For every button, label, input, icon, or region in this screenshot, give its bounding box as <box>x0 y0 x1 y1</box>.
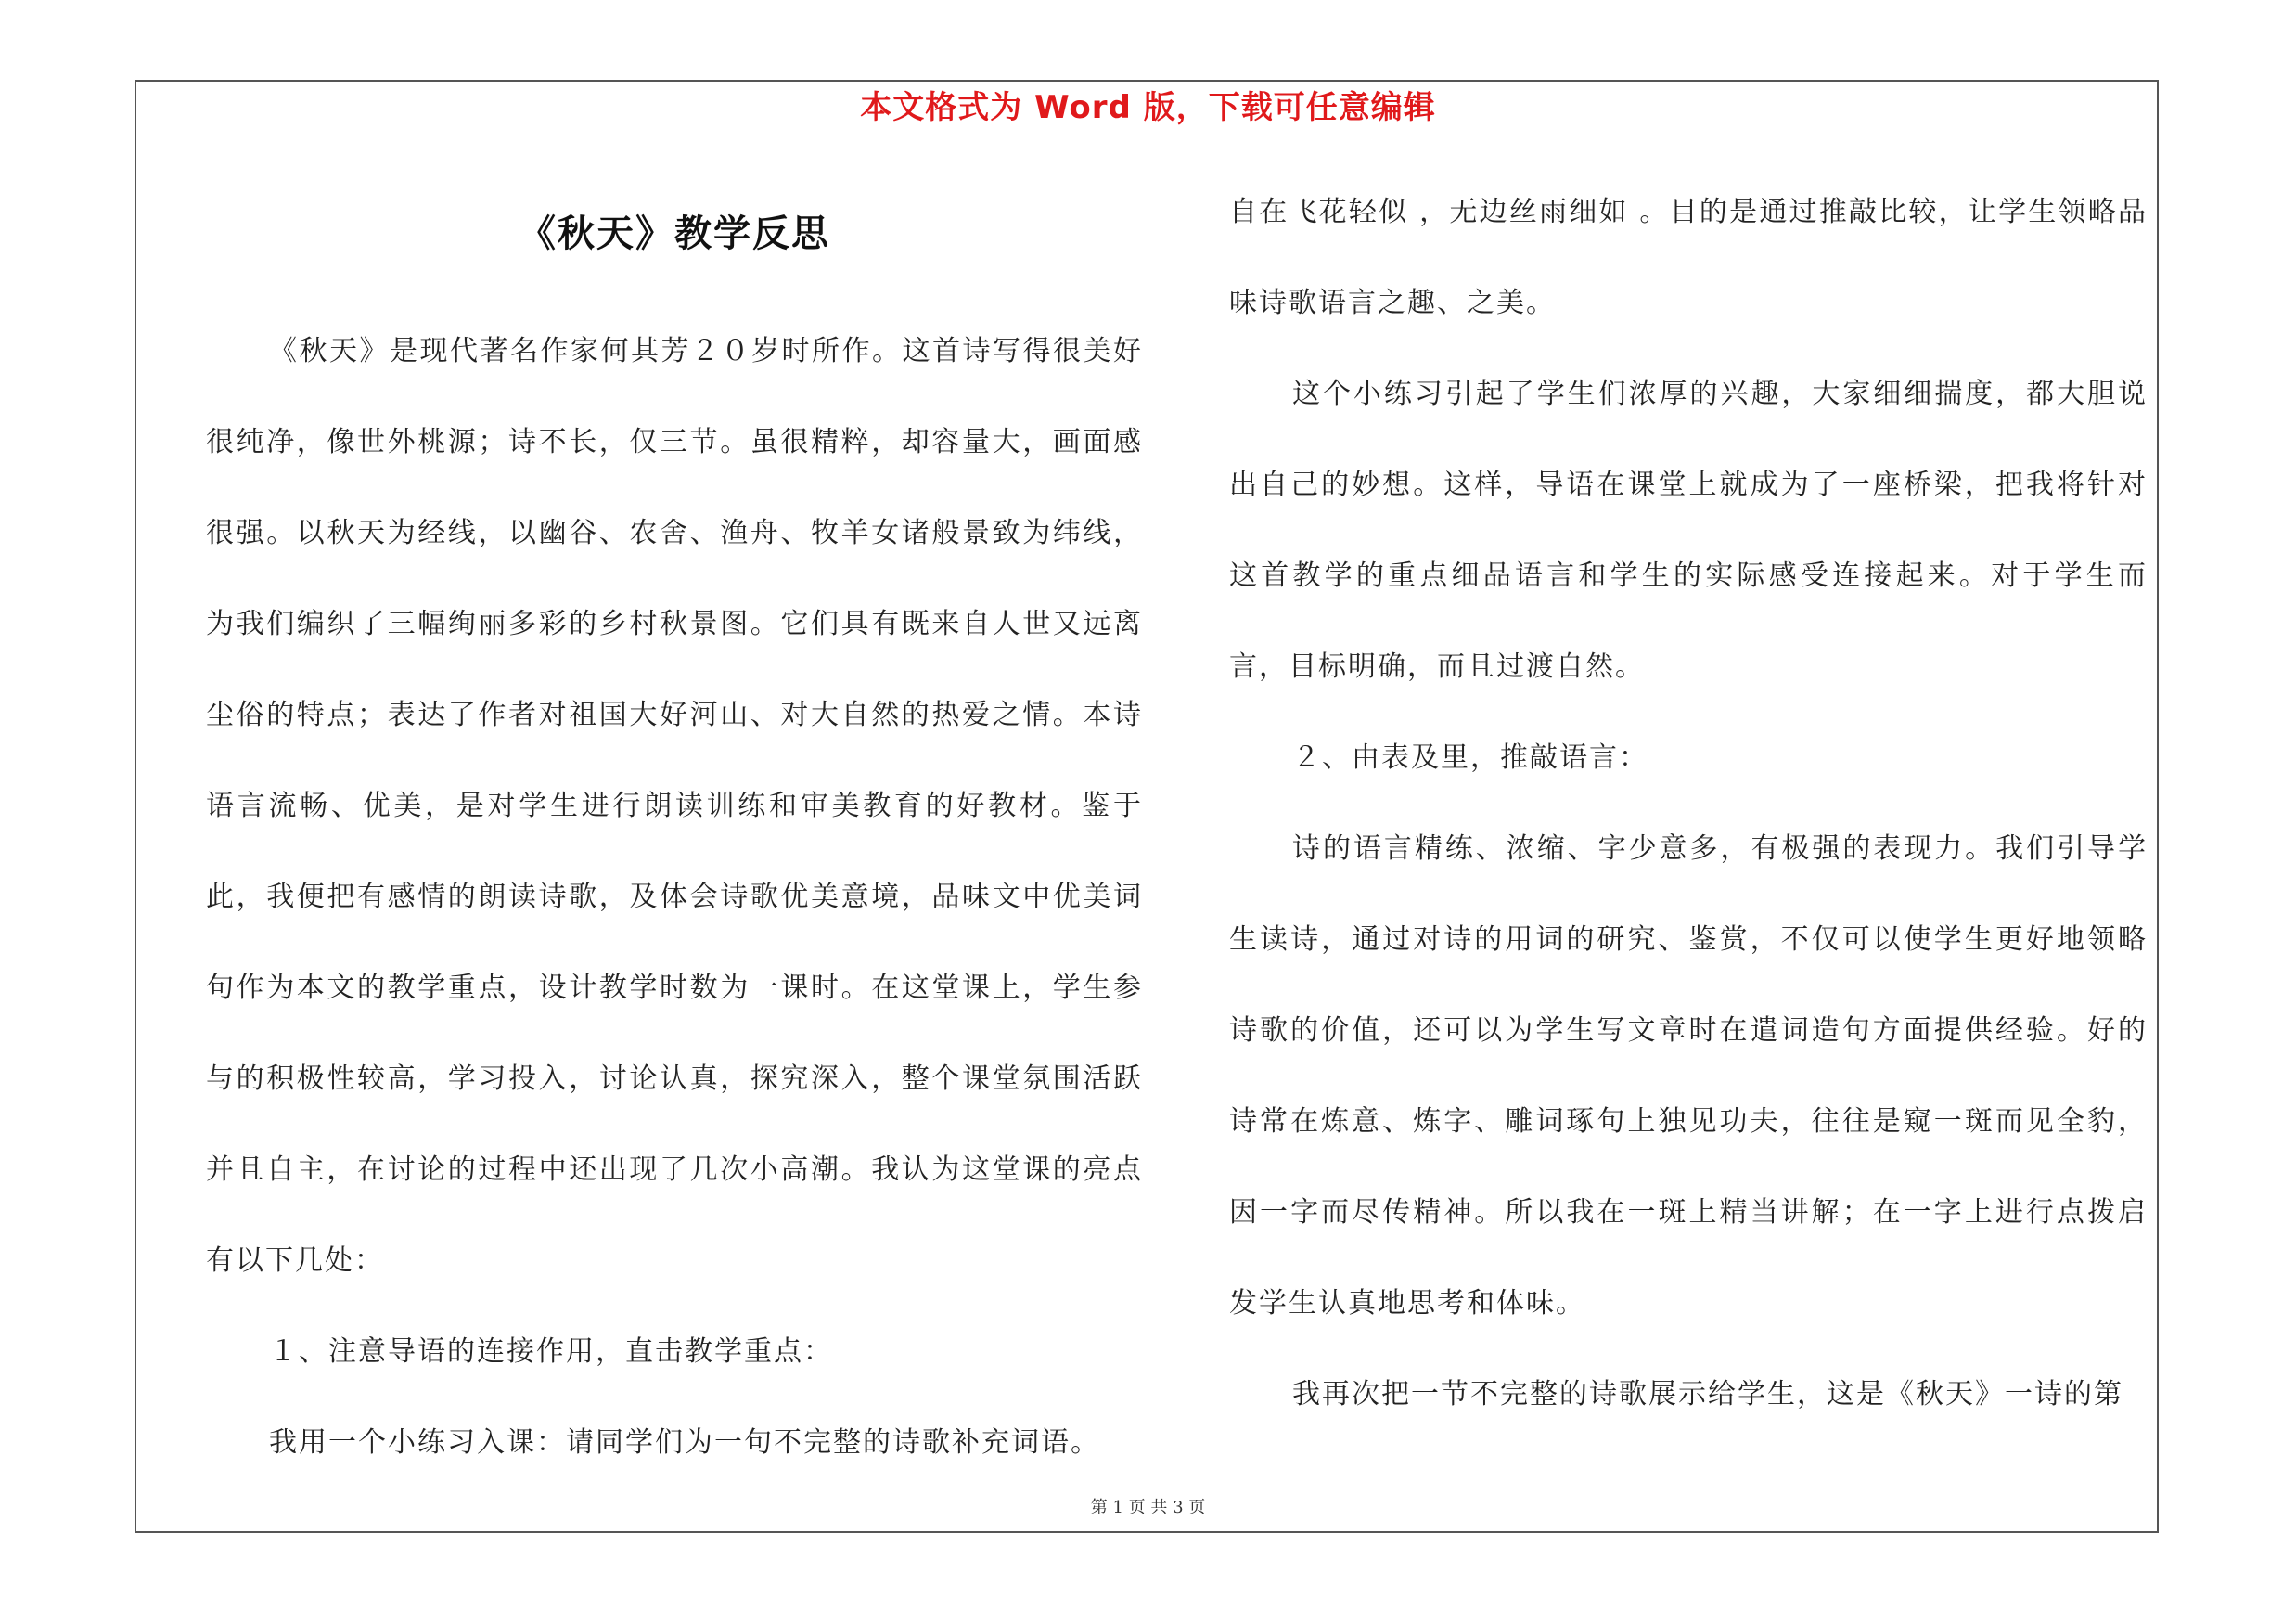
left-column <box>206 306 1143 1488</box>
paragraph-exercise: 我用一个小练习入课：请同学们为一句不完整的诗歌补充词语。 <box>269 1426 1100 1459</box>
paragraph-student-interest: 这个小练习引起了学生们浓厚的兴趣，大家细细揣度，都大胆说出自己的妙想。这样，导语在课堂上就成为了一座桥梁，把我将针对这首教学的重点细品语言和学生的实际感受连接起来。对于学生而言，目标明确，而且过渡自然。 <box>1229 378 2148 683</box>
paragraph-point-2-heading: ２、由表及里，推敲语言： <box>1292 741 1648 774</box>
document-title: 《秋天》教学反思 <box>519 212 830 255</box>
paragraph-intro: 《秋天》是现代著名作家何其芳２０岁时所作。这首诗写得很美好很纯净，像世外桃源；诗不长，仅三节。虽很精粹，却容量大，画面感很强。以秋天为经线，以幽谷、农舍、渔舟、牧羊女诸般景致为纬线，为我们编织了三幅绚丽多彩的乡村秋景图。它们具有既来自人世又远离尘俗的特点；表达了作者对祖国大好河山、对大自然的热爱之情。本诗语言流畅、优美，是对学生进行朗读训练和审美教育的好教材。鉴于此，我便把有感情的朗读诗歌，及体会诗歌优美意境，品味文中优美词句作为本文的教学重点，设计教学时数为一课时。在这堂课上，学生参与的积极性较高，学习投入，讨论认真，探究深入，整个课堂氛围活跃并且自主，在讨论的过程中还出现了几次小高潮。我认为这堂课的亮点有以下几处： <box>206 335 1143 1277</box>
paragraph-exercise-continued: 自在飞花轻似 ，无边丝雨细如 。目的是通过推敲比较，让学生领略品味诗歌语言之趣、之美。 <box>1229 196 2148 319</box>
paragraph-incomplete-poem: 我再次把一节不完整的诗歌展示给学生，这是《秋天》一诗的第 <box>1292 1378 2123 1410</box>
page-number-footer: 第 1 页 共 3 页 <box>1090 1498 1206 1517</box>
paragraph-point-1-heading: １、注意导语的连接作用，直击教学重点： <box>269 1335 833 1368</box>
word-format-banner: 本文格式为 Word 版，下载可任意编辑 <box>860 89 1436 126</box>
right-column <box>1229 167 2148 1440</box>
paragraph-poetry-language: 诗的语言精练、浓缩、字少意多，有极强的表现力。我们引导学生读诗，通过对诗的用词的研究、鉴赏，不仅可以使学生更好地领略诗歌的价值，还可以为学生写文章时在遣词造句方面提供经验。好的诗常在炼意、炼字、雕词琢句上独见功夫，往往是窥一斑而见全豹，因一字而尽传精神。所以我在一斑上精当讲解；在一字上进行点拨启发学生认真地思考和体味。 <box>1229 832 2148 1320</box>
